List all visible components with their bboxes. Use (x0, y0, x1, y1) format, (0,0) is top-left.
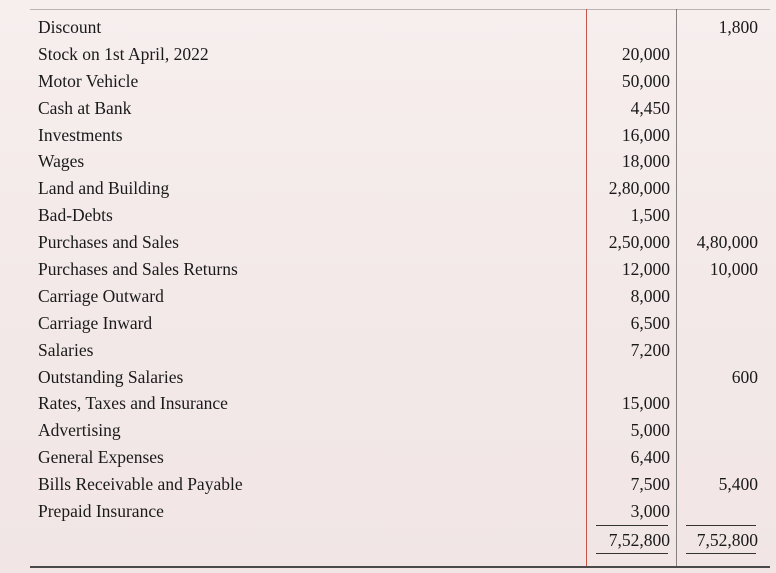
table-row (0, 229, 776, 256)
table-row (0, 148, 776, 175)
debit-amount: 6,500 (630, 312, 670, 333)
account-name: Advertising (38, 420, 121, 441)
account-name: Carriage Inward (38, 312, 153, 333)
table-row (0, 417, 776, 444)
account-name: Land and Building (38, 178, 170, 199)
table-row (0, 471, 776, 498)
credit-total-rule-bottom (686, 553, 756, 554)
table-row (0, 68, 776, 95)
table-row (0, 175, 776, 202)
credit-amount: 1,800 (718, 17, 758, 37)
account-name: Wages (38, 151, 85, 172)
totals-row (0, 525, 776, 555)
debit-amount: 15,000 (621, 393, 670, 414)
table-row (0, 122, 776, 149)
debit-amount: 16,000 (621, 124, 670, 145)
table-row (0, 390, 776, 417)
debit-amount: 6,400 (630, 447, 670, 468)
debit-amount: 3,000 (630, 501, 670, 522)
credit-amount: 600 (731, 366, 758, 387)
table-row (0, 310, 776, 337)
debit-amount: 7,500 (630, 474, 670, 495)
debit-amount: 1,500 (630, 205, 670, 226)
table-row (0, 95, 776, 122)
account-name: General Expenses (38, 447, 164, 468)
account-name: Purchases and Sales (38, 232, 179, 253)
table-row (0, 498, 776, 525)
account-name: Carriage Outward (38, 285, 164, 306)
account-name: Purchases and Sales Returns (38, 259, 238, 280)
debit-amount: 2,80,000 (608, 178, 670, 199)
table-row (0, 337, 776, 364)
debit-amount: 2,50,000 (608, 232, 670, 253)
account-name: Stock on 1st April, 2022 (38, 43, 209, 64)
credit-amount: 5,400 (718, 474, 758, 495)
account-name: Discount (38, 17, 102, 37)
credit-total: 7,52,800 (696, 530, 758, 550)
bottom-rule (30, 566, 770, 568)
top-rule (30, 9, 770, 10)
table-row (0, 283, 776, 310)
account-name: Outstanding Salaries (38, 366, 184, 387)
debit-amount: 4,450 (630, 97, 670, 118)
debit-amount: 5,000 (630, 420, 670, 441)
debit-total: 7,52,800 (608, 530, 670, 550)
debit-amount: 50,000 (621, 70, 670, 91)
table-row (0, 444, 776, 471)
account-name: Motor Vehicle (38, 70, 139, 91)
credit-amount: 10,000 (709, 259, 758, 280)
debit-amount: 8,000 (630, 285, 670, 306)
credit-amount: 4,80,000 (696, 232, 758, 253)
table-row (0, 14, 776, 41)
debit-amount: 12,000 (621, 259, 670, 280)
account-name: Bills Receivable and Payable (38, 474, 243, 495)
debit-amount: 18,000 (621, 151, 670, 172)
account-name: Investments (38, 124, 123, 145)
account-name: Salaries (38, 339, 94, 360)
account-name: Cash at Bank (38, 97, 132, 118)
trial-balance-table (0, 14, 776, 525)
table-row (0, 256, 776, 283)
debit-amount: 20,000 (621, 43, 670, 64)
account-name: Rates, Taxes and Insurance (38, 393, 228, 414)
account-name: Prepaid Insurance (38, 501, 164, 522)
account-name: Bad-Debts (38, 205, 113, 226)
debit-total-rule-bottom (596, 553, 668, 554)
table-row (0, 364, 776, 391)
table-row (0, 41, 776, 68)
debit-amount: 7,200 (630, 339, 670, 360)
table-row (0, 202, 776, 229)
